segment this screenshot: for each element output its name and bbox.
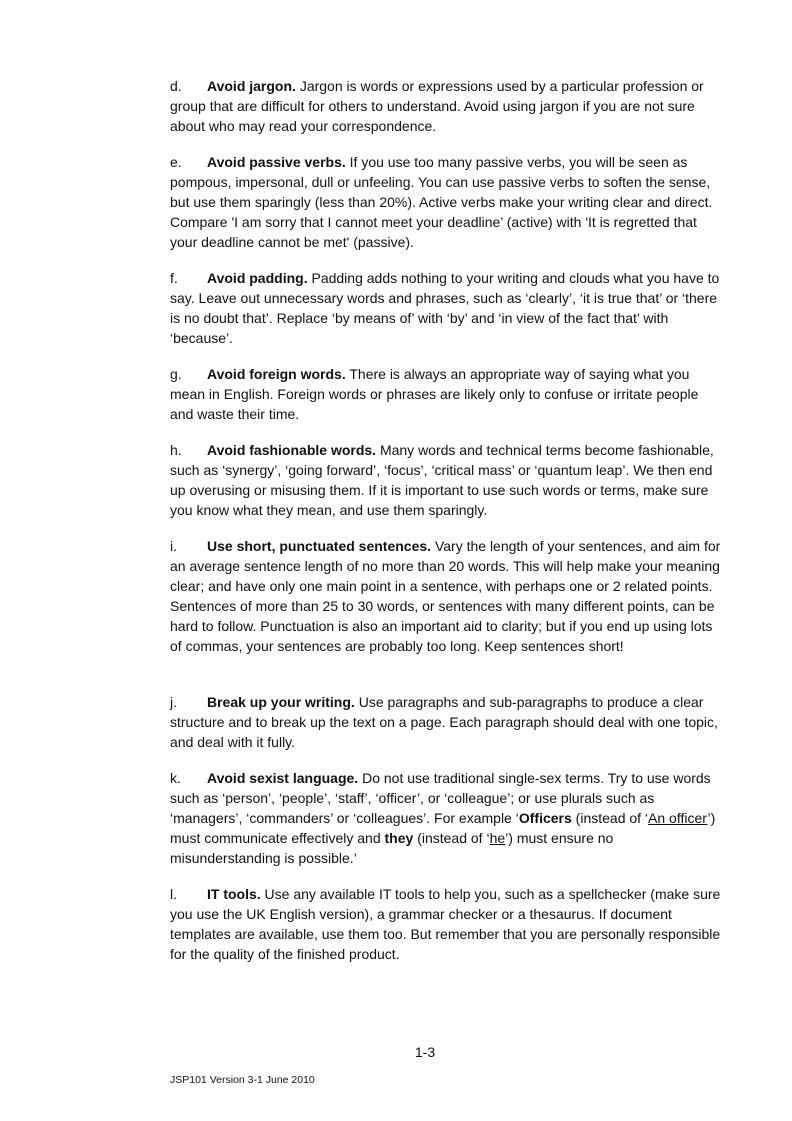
item-label: h. [170,442,182,458]
paragraph-e [170,152,722,252]
item-label: i. [170,538,177,554]
paragraph-j [170,692,722,752]
item-text: Vary the length of your sentences, and aim for an average sentence length of no more than 20 words. This will help make your meaning clear; and have only one main point in a sentence, with perhaps one or 2 related points. Sentences of more than 25 to 30 words, or sentences with many different points, can be hard to follow. Punctuation is also an important aid to clarity; but if you end up using lots of commas, your sentences are probably too long. Keep sentences short! [170,538,721,654]
paragraph-l [170,884,722,964]
page-number: 1-3 [414,1044,436,1060]
item-heading: IT tools. [207,886,261,902]
item-text-cont: (instead of ‘ [413,830,490,846]
paragraph-k [170,768,722,868]
emphasis-they: they [384,830,414,846]
item-heading: Avoid passive verbs. [207,154,346,170]
item-text-cont: (instead of ‘ [571,810,649,826]
underlined-he: he [489,830,506,846]
item-label: l. [170,886,177,902]
item-text: If you use too many passive verbs, you will be seen as pompous, impersonal, dull or unfeeling. You can use passive verbs to soften the sense, but use them sparingly (less than 20%). Active verbs make your writing clear and direct. Compare 'I am sorry that I cannot meet your deadline’ (active) with 'It is regretted that your deadline cannot be met' (passive). [170,154,713,250]
item-label: k. [170,770,181,786]
item-label: f. [170,270,178,286]
document-footer: JSP101 Version 3-1 June 2010 [170,1074,315,1086]
item-heading: Avoid fashionable words. [207,442,377,458]
item-heading: Avoid padding. [207,270,308,286]
emphasis-officers: Officers [518,810,572,826]
item-text-cont: ’) must ensure no misunderstanding is possible.’ [170,830,614,866]
item-label: d. [170,78,182,94]
item-heading: Avoid sexist language. [207,770,359,786]
item-text: There is always an appropriate way of saying what you mean in English. Foreign words or phrases are likely only to confuse or irritate people and waste their time. [170,366,699,422]
paragraph-d [170,76,722,136]
item-text: Jargon is words or expressions used by a particular profession or group that are difficult for others to understand. Avoid using jargon if you are not sure about who may read your correspondence. [170,78,704,134]
item-heading: Break up your writing. [207,694,355,710]
item-heading: Avoid jargon. [207,78,296,94]
paragraph-h [170,440,722,520]
item-heading: Use short, punctuated sentences. [207,538,432,554]
item-text: Padding adds nothing to your writing and clouds what you have to say. Leave out unnecessary words and phrases, such as ‘clearly’, ‘it is true that’ or ‘there is no doubt that’. Replace ‘by means of’ with ‘by’ and ‘in view of the fact that’ with ‘because’. [170,270,720,346]
item-text: Use any available IT tools to help you, such as a spellchecker (make sure you use the UK English version), a grammar checker or a thesaurus. If document templates are available, use them too. But remember that you are personally responsible for the quality of the finished product. [170,886,721,962]
item-text-cont: ’) must communicate effectively and [170,810,716,846]
paragraph-i [170,536,722,656]
underlined-an-officer: An officer [648,810,708,826]
item-text: Many words and technical terms become fashionable, such as ‘synergy’, ‘going forward’, ‘focus’, ‘critical mass’ or ‘quantum leap’. We then end up overusing or misusing them. If it is important to use such words or terms, make sure you know what they mean, and use them sparingly. [170,442,714,518]
paragraph-g [170,364,722,424]
item-text: Do not use traditional single-sex terms. Try to use words such as ‘person’, ‘people’, ‘staff’, ‘officer’, or ‘colleague’; or use plurals such as ‘managers’, ‘commanders’ or ‘colleagues’. For example ‘ [170,770,711,826]
item-heading: Avoid foreign words. [207,366,346,382]
paragraph-f [170,268,722,348]
item-text: Use paragraphs and sub-paragraphs to produce a clear structure and to break up the text on a page. Each paragraph should deal with one topic, and deal with it fully. [170,694,718,750]
item-label: e. [170,154,182,170]
item-label: g. [170,366,182,382]
item-label: j. [170,694,177,710]
